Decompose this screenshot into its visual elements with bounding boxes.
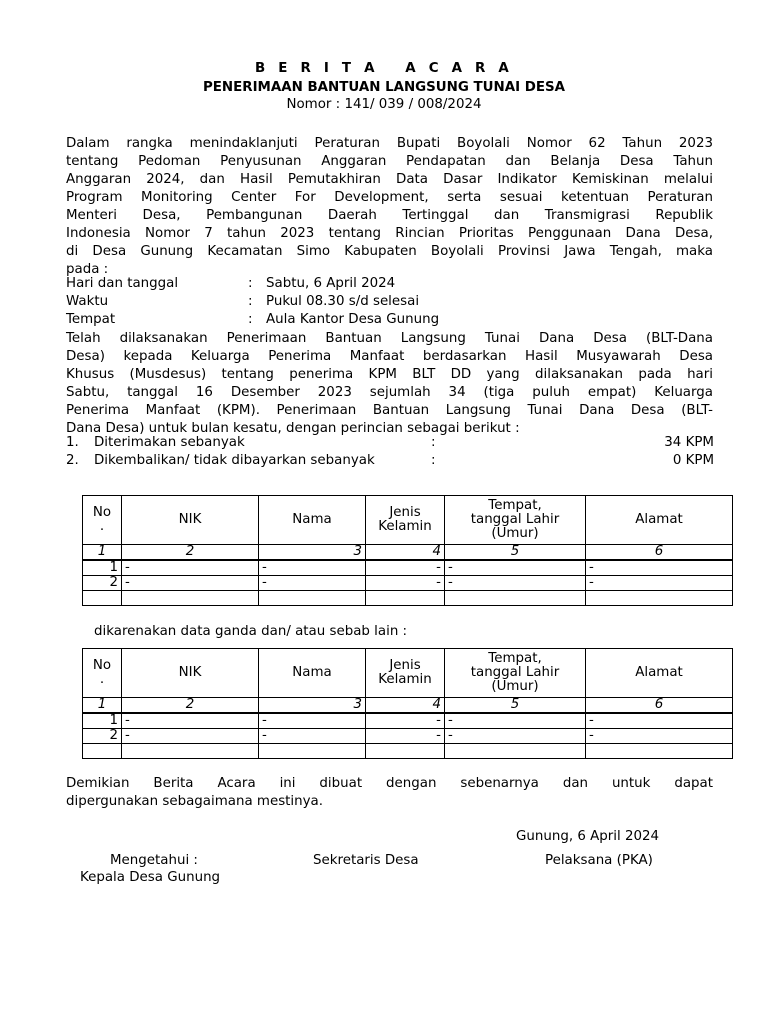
header-tempat-tanggal-lahir: Tempat, tanggal Lahir (Umur) (445, 649, 586, 698)
document-title: B E R I T A A C A R A (255, 61, 513, 76)
body-paragraph (66, 330, 713, 438)
cell-nama (259, 591, 366, 606)
cell-tempat-tanggal-lahir: - (445, 729, 586, 744)
cell-tempat-tanggal-lahir: - (445, 713, 586, 729)
recipients-table (82, 495, 733, 606)
cell-tempat-tanggal-lahir (445, 744, 586, 759)
header-jenis-kelamin: Jenis Kelamin (366, 649, 445, 698)
cell-alamat (586, 591, 733, 606)
cell-nama: - (259, 729, 366, 744)
body-line: Khusus (Musdesus) tentang penerima KPM BLT DD yang dilaksanakan pada hari (66, 367, 713, 382)
intro-line: Program Monitoring Center For Development, serta sesuai ketentuan Peraturan (66, 190, 713, 205)
cell-alamat (586, 744, 733, 759)
pelaksana-label: Pelaksana (PKA) (545, 853, 653, 868)
cell-tempat-tanggal-lahir: - (445, 576, 586, 591)
header-nik: NIK (122, 496, 259, 545)
table-number-row (83, 698, 733, 714)
body-line: Desa) kepada Keluarga Penerima Manfaat berdasarkan Hasil Musyawarah Desa (66, 349, 713, 364)
cell-alamat: - (586, 576, 733, 591)
cell-no: 2 (83, 576, 122, 591)
intro-line: Dalam rangka menindaklanjuti Peraturan Bupati Boyolali Nomor 62 Tahun 2023 (66, 136, 713, 151)
column-number: 4 (366, 545, 445, 561)
detail-sep: : (248, 312, 253, 327)
place-date: Gunung, 6 April 2024 (516, 829, 660, 844)
summary-label-received: Diterimakan sebanyak (94, 435, 245, 450)
header-alamat: Alamat (586, 496, 733, 545)
header-nik: NIK (122, 649, 259, 698)
header-jenis-kelamin: Jenis Kelamin (366, 496, 445, 545)
cell-no (83, 591, 122, 606)
body-line: Penerima Manfaat (KPM). Penerimaan Bantuan Langsung Tunai Dana Desa (BLT- (66, 403, 713, 418)
detail-value-time: Pukul 08.30 s/d selesai (266, 294, 420, 309)
cell-no (83, 744, 122, 759)
header-no: No . (83, 496, 122, 545)
cell-jenis-kelamin: - (366, 713, 445, 729)
column-number: 4 (366, 698, 445, 714)
cell-jenis-kelamin: - (366, 560, 445, 576)
between-text: dikarenakan data ganda dan/ atau sebab lain : (94, 624, 408, 639)
table-row (83, 576, 733, 591)
column-number: 3 (259, 698, 366, 714)
cell-nik: - (122, 713, 259, 729)
body-line: Telah dilaksanakan Penerimaan Bantuan Langsung Tunai Dana Desa (BLT-Dana (66, 331, 713, 346)
column-number: 1 (83, 545, 122, 561)
returned-table (82, 648, 733, 759)
body-line: Sabtu, tanggal 16 Desember 2023 sejumlah 34 (tiga puluh empat) Keluarga (66, 385, 713, 400)
summary-value-received: 34 KPM (664, 435, 714, 450)
cell-nik (122, 591, 259, 606)
column-number: 1 (83, 698, 122, 714)
header-alamat: Alamat (586, 649, 733, 698)
cell-no: 2 (83, 729, 122, 744)
cell-alamat: - (586, 560, 733, 576)
header-no: No . (83, 649, 122, 698)
cell-jenis-kelamin: - (366, 576, 445, 591)
header-tempat-tanggal-lahir: Tempat, tanggal Lahir (Umur) (445, 496, 586, 545)
column-number: 2 (122, 698, 259, 714)
detail-label-place: Tempat (66, 312, 116, 327)
cell-nama (259, 744, 366, 759)
detail-value-date: Sabtu, 6 April 2024 (266, 276, 396, 291)
table-row (83, 744, 733, 759)
closing-paragraph (66, 775, 713, 811)
closing-line: dipergunakan sebagaimana mestinya. (66, 794, 324, 809)
column-number: 5 (445, 545, 586, 561)
column-number: 6 (586, 698, 733, 714)
summary-number: 2. (66, 453, 79, 468)
document-subtitle: PENERIMAAN BANTUAN LANGSUNG TUNAI DESA (202, 80, 566, 95)
column-number: 3 (259, 545, 366, 561)
summary-sep: : (431, 453, 436, 468)
cell-nama: - (259, 713, 366, 729)
header-nama: Nama (259, 649, 366, 698)
column-number: 5 (445, 698, 586, 714)
detail-sep: : (248, 276, 253, 291)
intro-line: Anggaran 2024, dan Hasil Pemutakhiran Data Dasar Indikator Kemiskinan melalui (66, 172, 713, 187)
intro-paragraph (66, 135, 713, 279)
table-row (83, 591, 733, 606)
cell-no: 1 (83, 560, 122, 576)
detail-label-time: Waktu (66, 294, 109, 309)
detail-value-place: Aula Kantor Desa Gunung (266, 312, 440, 327)
cell-alamat: - (586, 713, 733, 729)
cell-jenis-kelamin: - (366, 729, 445, 744)
header-nama: Nama (259, 496, 366, 545)
document-number: Nomor : 141/ 039 / 008/2024 (286, 97, 482, 112)
cell-tempat-tanggal-lahir: - (445, 560, 586, 576)
column-number: 6 (586, 545, 733, 561)
cell-nik: - (122, 729, 259, 744)
intro-line: tentang Pedoman Penyusunan Anggaran Pendapatan dan Belanja Desa Tahun (66, 154, 713, 169)
table-row (83, 560, 733, 576)
cell-no: 1 (83, 713, 122, 729)
cell-nik: - (122, 576, 259, 591)
summary-value-returned: 0 KPM (672, 453, 714, 468)
cell-tempat-tanggal-lahir (445, 591, 586, 606)
cell-nik: - (122, 560, 259, 576)
table-header-row (83, 496, 733, 545)
table-number-row (83, 545, 733, 561)
sekretaris-label: Sekretaris Desa (313, 853, 419, 868)
cell-nama: - (259, 560, 366, 576)
table-header-row (83, 649, 733, 698)
table-row (83, 713, 733, 729)
intro-line: pada : (66, 262, 109, 277)
body-line: Dana Desa) untuk bulan kesatu, dengan perincian sebagai berikut : (66, 421, 520, 436)
cell-jenis-kelamin (366, 591, 445, 606)
mengetahui-label: Mengetahui : (110, 853, 198, 868)
detail-label-date: Hari dan tanggal (66, 276, 179, 291)
kepala-desa-label: Kepala Desa Gunung (80, 870, 221, 885)
intro-line: Indonesia Nomor 7 tahun 2023 tentang Rincian Prioritas Penggunaan Dana Desa, (66, 226, 713, 241)
intro-line: di Desa Gunung Kecamatan Simo Kabupaten Boyolali Provinsi Jawa Tengah, maka (66, 244, 713, 259)
summary-number: 1. (66, 435, 79, 450)
intro-line: Menteri Desa, Pembangunan Daerah Tertinggal dan Transmigrasi Republik (66, 208, 713, 223)
closing-line: Demikian Berita Acara ini dibuat dengan sebenarnya dan untuk dapat (66, 776, 713, 791)
summary-label-returned: Dikembalikan/ tidak dibayarkan sebanyak (94, 453, 375, 468)
table-row (83, 729, 733, 744)
summary-sep: : (431, 435, 436, 450)
cell-alamat: - (586, 729, 733, 744)
cell-nama: - (259, 576, 366, 591)
column-number: 2 (122, 545, 259, 561)
detail-sep: : (248, 294, 253, 309)
cell-nik (122, 744, 259, 759)
cell-jenis-kelamin (366, 744, 445, 759)
